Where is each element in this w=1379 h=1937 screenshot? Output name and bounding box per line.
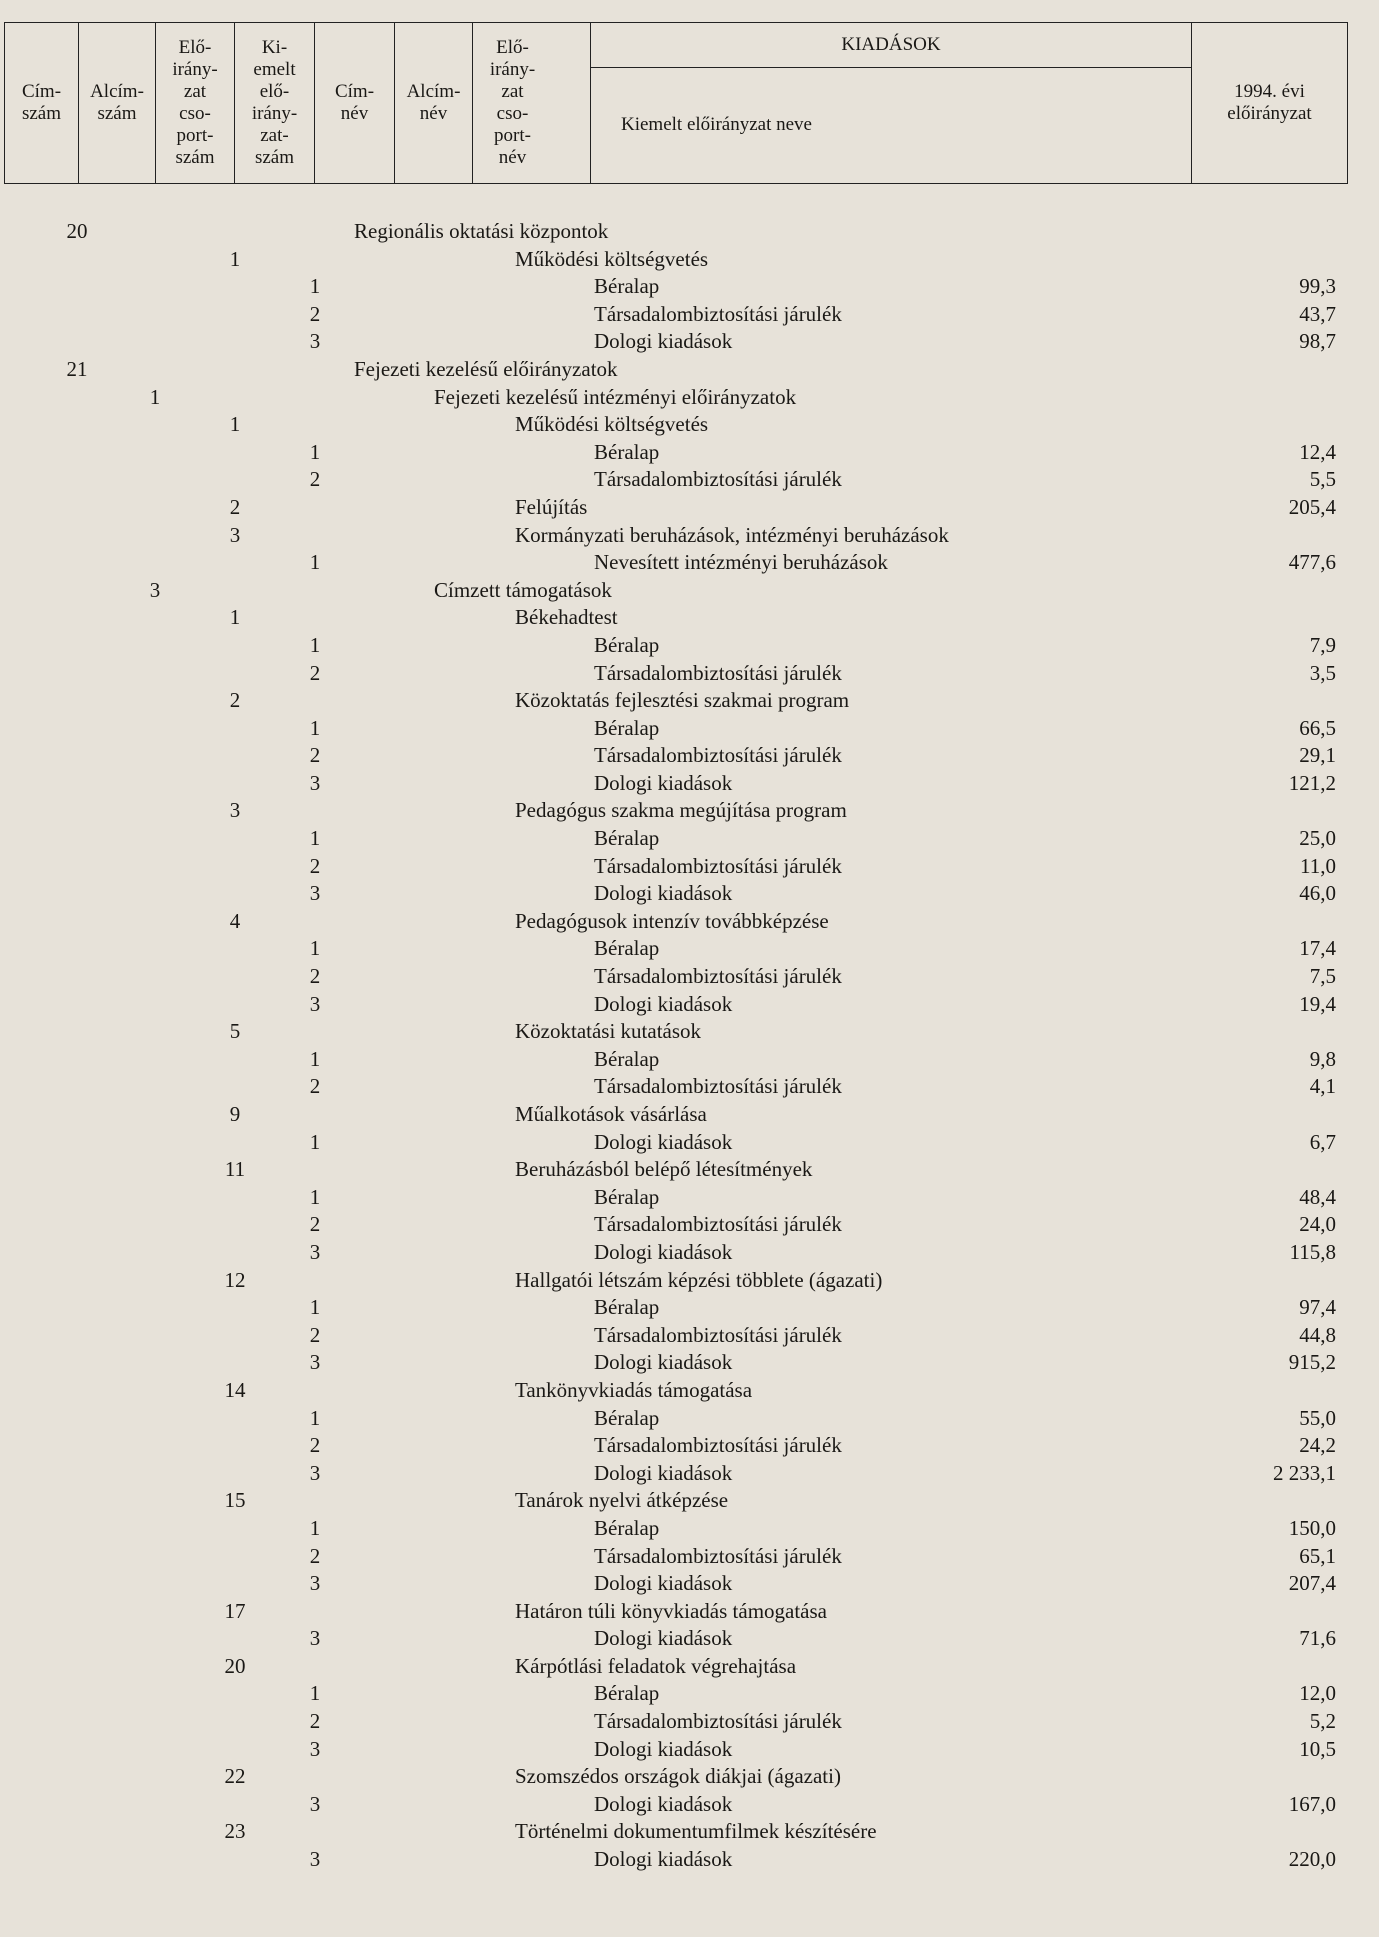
row-name: Béralap xyxy=(594,715,660,740)
row-value: 24,2 xyxy=(1299,1433,1336,1458)
row-number: 2 xyxy=(309,301,321,326)
row-name: Fejezeti kezelésű intézményi előirányzatok xyxy=(434,384,797,409)
header-eloiranyzat-csoport-szam: Elő- irány- zat cso- port- szám xyxy=(156,23,235,183)
table-row xyxy=(0,935,1379,963)
table-row xyxy=(0,1515,1379,1543)
row-value: 55,0 xyxy=(1299,1405,1336,1430)
row-number: 3 xyxy=(309,1350,321,1375)
row-number: 2 xyxy=(229,494,241,519)
row-value: 9,8 xyxy=(1309,1046,1336,1071)
row-number: 2 xyxy=(309,1543,321,1568)
row-name: Társadalombiztosítási járulék xyxy=(594,743,842,768)
row-number: 1 xyxy=(309,439,321,464)
row-name: Szomszédos országok diákjai (ágazati) xyxy=(515,1764,841,1789)
row-number: 9 xyxy=(229,1102,241,1126)
table-row xyxy=(0,1653,1379,1681)
row-number: 12 xyxy=(224,1267,246,1292)
row-number: 1 xyxy=(309,826,321,851)
row-value: 207,4 xyxy=(1288,1571,1336,1596)
table-row xyxy=(0,770,1379,798)
row-name: Társadalombiztosítási járulék xyxy=(594,1322,842,1347)
row-name: Kárpótlási feladatok végrehajtása xyxy=(515,1653,797,1678)
row-value: 477,6 xyxy=(1288,550,1336,575)
row-number: 3 xyxy=(309,1626,321,1651)
row-number: 1 xyxy=(309,1405,321,1430)
table-row xyxy=(0,1763,1379,1791)
table-row xyxy=(0,1377,1379,1405)
table-header xyxy=(4,22,1348,184)
row-number: 1 xyxy=(229,246,241,271)
table-row xyxy=(0,825,1379,853)
row-number: 2 xyxy=(229,688,241,713)
row-value: 46,0 xyxy=(1299,881,1336,906)
row-name: Béralap xyxy=(594,936,660,961)
row-number: 1 xyxy=(309,1515,321,1540)
row-name: Dologi kiadások xyxy=(594,1736,733,1761)
row-name: Béralap xyxy=(594,1515,660,1540)
table-body xyxy=(0,218,1379,1874)
row-number: 1 xyxy=(309,550,321,575)
row-value: 19,4 xyxy=(1299,991,1336,1016)
row-value: 97,4 xyxy=(1299,1295,1336,1320)
table-row xyxy=(0,1129,1379,1157)
table-row xyxy=(0,1046,1379,1074)
row-number: 3 xyxy=(229,522,241,547)
row-value: 3,5 xyxy=(1309,660,1336,685)
row-number: 22 xyxy=(224,1764,246,1789)
row-name: Béralap xyxy=(594,274,660,299)
row-value: 98,7 xyxy=(1299,329,1336,354)
table-row xyxy=(0,1211,1379,1239)
row-value: 10,5 xyxy=(1299,1736,1336,1761)
table-row xyxy=(0,660,1379,688)
row-value: 4,1 xyxy=(1309,1074,1336,1099)
row-name: Dologi kiadások xyxy=(594,1350,733,1375)
row-number: 11 xyxy=(224,1157,246,1182)
table-row xyxy=(0,1184,1379,1212)
row-value: 150,0 xyxy=(1288,1515,1336,1540)
row-number: 1 xyxy=(309,1295,321,1320)
table-row xyxy=(0,1598,1379,1626)
table-row xyxy=(0,1487,1379,1515)
row-name: Társadalombiztosítási járulék xyxy=(594,467,842,492)
row-number: 1 xyxy=(309,936,321,961)
row-number: 20 xyxy=(66,219,88,243)
row-name: Dologi kiadások xyxy=(594,1129,733,1154)
row-number: 4 xyxy=(229,908,241,933)
row-number: 1 xyxy=(309,715,321,740)
row-number: 2 xyxy=(309,743,321,768)
row-name: Dologi kiadások xyxy=(594,1847,733,1872)
table-row xyxy=(0,797,1379,825)
row-value: 6,7 xyxy=(1309,1129,1336,1154)
row-name: Dologi kiadások xyxy=(594,991,733,1016)
table-row xyxy=(0,356,1379,384)
row-value: 99,3 xyxy=(1299,274,1336,299)
row-name: Pedagógus szakma megújítása program xyxy=(515,798,847,823)
row-name: Béralap xyxy=(594,1295,660,1320)
row-value: 65,1 xyxy=(1299,1543,1336,1568)
row-value: 5,2 xyxy=(1309,1709,1336,1734)
table-row xyxy=(0,1156,1379,1184)
table-row xyxy=(0,273,1379,301)
row-number: 2 xyxy=(309,467,321,492)
table-row xyxy=(0,218,1379,246)
table-row xyxy=(0,963,1379,991)
table-row xyxy=(0,384,1379,412)
row-name: Béralap xyxy=(594,1681,660,1706)
row-name: Határon túli könyvkiadás támogatása xyxy=(515,1598,827,1623)
row-number: 3 xyxy=(309,1791,321,1816)
row-number: 1 xyxy=(309,632,321,657)
row-name: Dologi kiadások xyxy=(594,1571,733,1596)
table-row xyxy=(0,1625,1379,1653)
table-row xyxy=(0,1543,1379,1571)
table-row xyxy=(0,411,1379,439)
table-row xyxy=(0,632,1379,660)
table-row xyxy=(0,1239,1379,1267)
row-name: Társadalombiztosítási járulék xyxy=(594,1709,842,1734)
row-value: 7,5 xyxy=(1309,964,1336,989)
row-name: Béralap xyxy=(594,826,660,851)
row-name: Béralap xyxy=(594,1046,660,1071)
table-row xyxy=(0,246,1379,274)
row-value: 71,6 xyxy=(1299,1626,1336,1651)
row-name: Történelmi dokumentumfilmek készítésére xyxy=(515,1819,877,1844)
row-number: 3 xyxy=(309,329,321,354)
row-name: Tanárok nyelvi átképzése xyxy=(515,1488,729,1513)
table-row xyxy=(0,577,1379,605)
row-value: 220,0 xyxy=(1288,1847,1336,1872)
row-number: 3 xyxy=(149,577,161,602)
row-value: 44,8 xyxy=(1299,1322,1336,1347)
table-row xyxy=(0,1018,1379,1046)
table-row xyxy=(0,687,1379,715)
row-number: 2 xyxy=(309,1709,321,1734)
row-name: Társadalombiztosítási járulék xyxy=(594,1212,842,1237)
table-row xyxy=(0,742,1379,770)
header-kiemelt-eloiranyzat-szam: Ki- emelt elő- irány- zat- szám xyxy=(235,23,315,183)
row-number: 1 xyxy=(309,1129,321,1154)
table-row xyxy=(0,1294,1379,1322)
row-number: 2 xyxy=(309,853,321,878)
row-value: 29,1 xyxy=(1299,743,1336,768)
row-name: Béralap xyxy=(594,1184,660,1209)
table-row xyxy=(0,1267,1379,1295)
table-row xyxy=(0,1708,1379,1736)
row-name: Közoktatási kutatások xyxy=(515,1019,702,1044)
header-cimszam: Cím- szám xyxy=(5,23,79,183)
row-number: 1 xyxy=(149,384,161,409)
row-value: 205,4 xyxy=(1288,494,1336,519)
row-name: Társadalombiztosítási járulék xyxy=(594,964,842,989)
row-value: 48,4 xyxy=(1299,1184,1336,1209)
row-number: 5 xyxy=(229,1019,241,1044)
row-number: 15 xyxy=(224,1488,246,1513)
row-name: Hallgatói létszám képzési többlete (ágazati) xyxy=(515,1267,883,1292)
row-name: Fejezeti kezelésű előirányzatok xyxy=(354,356,618,381)
row-name: Működési költségvetés xyxy=(515,246,709,271)
row-value: 24,0 xyxy=(1299,1212,1336,1237)
row-name: Dologi kiadások xyxy=(594,1626,733,1651)
header-kiadasok: KIADÁSOK xyxy=(591,23,1191,68)
row-number: 3 xyxy=(309,1239,321,1264)
row-name: Pedagógusok intenzív továbbképzése xyxy=(515,908,829,933)
row-number: 3 xyxy=(309,991,321,1016)
row-name: Társadalombiztosítási járulék xyxy=(594,853,842,878)
row-number: 2 xyxy=(309,660,321,685)
table-row xyxy=(0,439,1379,467)
row-number: 21 xyxy=(66,356,88,381)
table-row xyxy=(0,1846,1379,1874)
row-name: Tankönyvkiadás támogatása xyxy=(515,1377,753,1402)
header-1994-eloiranyzat: 1994. évi előirányzat xyxy=(1191,23,1347,183)
table-row xyxy=(0,853,1379,881)
header-kiemelt-eloiranyzat-neve: Kiemelt előirányzat neve xyxy=(621,114,812,135)
table-row xyxy=(0,991,1379,1019)
table-row xyxy=(0,1349,1379,1377)
row-name: Nevesített intézményi beruházások xyxy=(594,550,888,575)
header-eloiranyzat-csoport-nev: Elő- irány- zat cso- port- név xyxy=(473,23,591,183)
header-alcimszam: Alcím- szám xyxy=(79,23,156,183)
row-value: 2 233,1 xyxy=(1273,1460,1336,1485)
table-row xyxy=(0,1791,1379,1819)
table-row xyxy=(0,1680,1379,1708)
row-number: 17 xyxy=(224,1598,246,1623)
table-row xyxy=(0,549,1379,577)
row-name: Béralap xyxy=(594,439,660,464)
table-row xyxy=(0,1736,1379,1764)
row-name: Közoktatás fejlesztési szakmai program xyxy=(515,688,850,713)
table-row xyxy=(0,880,1379,908)
table-row xyxy=(0,1818,1379,1846)
row-value: 11,0 xyxy=(1300,853,1336,878)
row-value: 43,7 xyxy=(1299,301,1336,326)
table-row xyxy=(0,604,1379,632)
row-value: 66,5 xyxy=(1299,715,1336,740)
table-row xyxy=(0,908,1379,936)
table-row xyxy=(0,1570,1379,1598)
row-number: 3 xyxy=(309,1847,321,1872)
row-number: 2 xyxy=(309,1322,321,1347)
row-number: 3 xyxy=(309,1571,321,1596)
row-name: Társadalombiztosítási járulék xyxy=(594,1433,842,1458)
table-row xyxy=(0,466,1379,494)
row-value: 167,0 xyxy=(1288,1791,1336,1816)
row-number: 3 xyxy=(309,1736,321,1761)
table-row xyxy=(0,522,1379,550)
row-name: Társadalombiztosítási járulék xyxy=(594,660,842,685)
row-name: Beruházásból belépő létesítmények xyxy=(515,1157,813,1182)
row-name: Dologi kiadások xyxy=(594,1791,733,1816)
row-number: 1 xyxy=(229,605,241,630)
row-value: 121,2 xyxy=(1288,770,1336,795)
row-number: 1 xyxy=(309,1046,321,1071)
table-row xyxy=(0,1322,1379,1350)
row-value: 12,4 xyxy=(1299,439,1336,464)
row-name: Dologi kiadások xyxy=(594,881,733,906)
row-name: Társadalombiztosítási járulék xyxy=(594,1074,842,1099)
row-number: 1 xyxy=(309,274,321,299)
table-row xyxy=(0,1073,1379,1101)
table-row xyxy=(0,1405,1379,1433)
row-name: Címzett támogatások xyxy=(434,577,612,602)
row-name: Társadalombiztosítási járulék xyxy=(594,301,842,326)
table-row xyxy=(0,328,1379,356)
row-name: Békehadtest xyxy=(515,605,618,630)
row-name: Társadalombiztosítási járulék xyxy=(594,1543,842,1568)
row-value: 7,9 xyxy=(1309,632,1336,657)
row-name: Dologi kiadások xyxy=(594,329,733,354)
row-name: Dologi kiadások xyxy=(594,1460,733,1485)
row-name: Műalkotások vásárlása xyxy=(515,1102,707,1126)
row-number: 3 xyxy=(229,798,241,823)
row-number: 1 xyxy=(229,412,241,437)
row-name: Felújítás xyxy=(515,494,588,519)
table-row xyxy=(0,1460,1379,1488)
table-row xyxy=(0,1101,1379,1129)
row-number: 2 xyxy=(309,1074,321,1099)
row-value: 25,0 xyxy=(1299,826,1336,851)
row-name: Dologi kiadások xyxy=(594,770,733,795)
header-cimnev: Cím- név xyxy=(315,23,395,183)
row-number: 3 xyxy=(309,1460,321,1485)
row-value: 915,2 xyxy=(1288,1350,1336,1375)
row-value: 5,5 xyxy=(1309,467,1336,492)
row-number: 14 xyxy=(224,1377,246,1402)
row-value: 17,4 xyxy=(1299,936,1336,961)
row-number: 2 xyxy=(309,964,321,989)
row-name: Regionális oktatási központok xyxy=(354,219,609,243)
row-number: 1 xyxy=(309,1681,321,1706)
row-name: Dologi kiadások xyxy=(594,1239,733,1264)
row-name: Működési költségvetés xyxy=(515,412,709,437)
row-number: 23 xyxy=(224,1819,246,1844)
row-number: 20 xyxy=(224,1653,246,1678)
row-value: 12,0 xyxy=(1299,1681,1336,1706)
row-name: Kormányzati beruházások, intézményi beruházások xyxy=(515,522,949,547)
table-row xyxy=(0,494,1379,522)
row-number: 3 xyxy=(309,770,321,795)
row-number: 1 xyxy=(309,1184,321,1209)
table-row xyxy=(0,301,1379,329)
row-number: 3 xyxy=(309,881,321,906)
row-number: 2 xyxy=(309,1212,321,1237)
row-name: Béralap xyxy=(594,1405,660,1430)
row-name: Béralap xyxy=(594,632,660,657)
table-row xyxy=(0,1432,1379,1460)
table-row xyxy=(0,715,1379,743)
row-value: 115,8 xyxy=(1289,1239,1336,1264)
header-alcimnev: Alcím- név xyxy=(395,23,473,183)
row-number: 2 xyxy=(309,1433,321,1458)
